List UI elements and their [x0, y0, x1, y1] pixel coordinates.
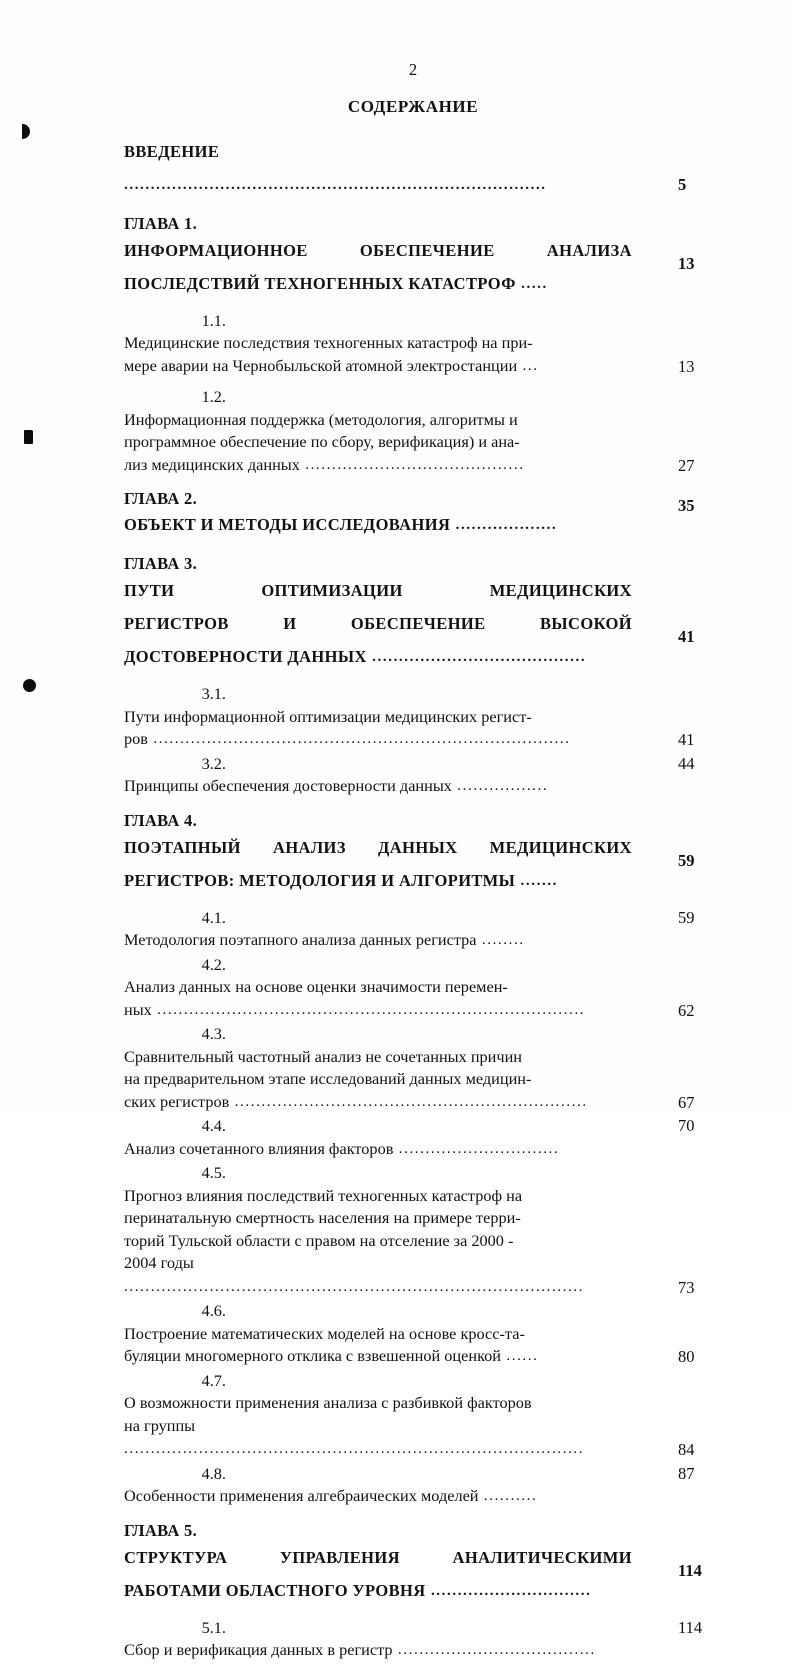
spacer [124, 302, 724, 309]
section-number: 4.6. [201, 1301, 226, 1320]
spacer [124, 1663, 724, 1670]
table-of-contents [124, 136, 724, 1670]
spacer [124, 675, 724, 682]
leader-dots: .............................. [393, 1140, 560, 1157]
section-title-line: на группы ...................................................................................... [124, 1415, 585, 1457]
chapter-page-number: 59 [678, 850, 695, 870]
leader-dots: .............................. [425, 1582, 592, 1599]
chapter-title-line: ИНФОРМАЦИОННОЕ ОБЕСПЕЧЕНИЕ АНАЛИЗА [124, 240, 632, 260]
section-page-number: 67 [678, 1092, 695, 1112]
scan-artifact-half-circle-icon [22, 124, 30, 139]
leader-dots: ...................................................................................... [124, 1441, 585, 1457]
chapter-title-line: ПУТИ ОПТИМИЗАЦИИ МЕДИЦИНСКИХ [124, 581, 632, 600]
leader-dots: ............................................................................... [124, 176, 547, 193]
toc-entry-chapter-3[interactable] [124, 554, 724, 675]
toc-entry-introduction[interactable] [124, 136, 724, 202]
section-page-number: 84 [678, 1440, 695, 1459]
section-title-line: Сравнительный частотный анализ не сочетанных причин [124, 1046, 522, 1066]
toc-entry-section-1.2[interactable] [124, 386, 724, 477]
section-title [124, 775, 632, 799]
section-page-number: 87 [678, 1463, 695, 1483]
chapter-title [124, 234, 632, 302]
leader-dots: ................. [451, 778, 549, 794]
toc-entry-chapter-1[interactable] [124, 214, 724, 302]
section-title [124, 706, 632, 752]
section-number: 4.8. [201, 1463, 226, 1483]
section-title-line: Прогноз влияния последствий техногенных катастроф на [124, 1185, 523, 1205]
section-title-line: Информационная поддержка (методология, алгоритмы и [124, 409, 518, 429]
section-number: 4.7. [201, 1370, 226, 1390]
toc-entry-section-4.7[interactable] [124, 1370, 724, 1462]
section-title [124, 1046, 632, 1115]
section-number: 4.1. [201, 907, 226, 927]
spacer [124, 378, 724, 385]
chapter-title [124, 574, 632, 675]
section-title-line: 2004 годы ...................................................................................... [124, 1253, 585, 1295]
section-title [124, 1138, 632, 1162]
section-page-number: 80 [678, 1347, 695, 1366]
chapter-label: ГЛАВА 4. [124, 810, 198, 830]
section-title [124, 1323, 632, 1369]
leader-dots: ....... [515, 872, 559, 889]
leader-dots: .......... [478, 1488, 538, 1504]
toc-entry-section-4.6[interactable] [124, 1300, 724, 1369]
toc-content [124, 62, 724, 1670]
leader-dots: ......................................... [299, 456, 525, 473]
section-title-line: мере аварии на Чернобыльской атомной электростанции ... [124, 355, 539, 375]
chapter-title [124, 831, 632, 899]
section-page-number: 73 [678, 1277, 695, 1297]
chapter-label: ГЛАВА 1. [124, 213, 198, 233]
leader-dots: ...... [501, 1348, 539, 1364]
leader-dots: ........................................ [366, 649, 587, 665]
section-number: 1.1. [201, 310, 226, 330]
chapter-label: ГЛАВА 3. [124, 554, 198, 573]
section-title-line: Анализ сочетанного влияния факторов .............................. [124, 1138, 560, 1158]
section-number: 4.3. [201, 1024, 226, 1043]
spacer [124, 1609, 724, 1616]
toc-entry-section-5.1[interactable] [124, 1617, 724, 1663]
section-title-line: Сбор и верификация данных в регистр ..................................... [124, 1640, 596, 1659]
leader-dots: ... [517, 357, 539, 374]
spacer [124, 477, 724, 484]
section-page-number: 44 [678, 753, 695, 773]
section-number: 4.4. [201, 1116, 226, 1135]
section-title-line: лиз медицинских данных ......................................... [124, 454, 525, 474]
leader-dots: ................................................................................ [151, 1001, 586, 1018]
toc-entry-section-1.1[interactable] [124, 310, 724, 379]
leader-dots: ..... [515, 275, 548, 292]
toc-entry-section-4.3[interactable] [124, 1023, 724, 1114]
section-page-number: 59 [678, 907, 695, 927]
chapter-title-line: РЕГИСТРОВ: МЕТОДОЛОГИЯ И АЛГОРИТМЫ ....... [124, 870, 559, 890]
spacer [124, 799, 724, 806]
section-number: 5.1. [201, 1617, 226, 1637]
section-title-line: Построение математических моделей на основе кросс-та- [124, 1323, 525, 1343]
chapter-title-line: ОБЪЕКТ И МЕТОДЫ ИССЛЕДОВАНИЯ ................... [124, 515, 558, 534]
leader-dots: .................................................................. [229, 1093, 588, 1110]
toc-entry-chapter-4[interactable] [124, 811, 724, 899]
toc-entry-page-number: 5 [678, 174, 687, 194]
toc-entry-section-3.1[interactable] [124, 683, 724, 752]
section-page-number: 13 [678, 356, 695, 376]
section-number: 4.5. [201, 1163, 226, 1182]
section-page-number: 41 [678, 730, 695, 749]
leader-dots: .............................................................................. [147, 731, 571, 747]
toc-entry-chapter-5[interactable] [124, 1521, 724, 1609]
section-page-number: 114 [678, 1617, 703, 1637]
chapter-page-number: 41 [678, 627, 695, 646]
spacer [124, 1509, 724, 1516]
spacer [124, 202, 724, 209]
section-title-line: программное обеспечение по сбору, верификация) и ана- [124, 432, 520, 451]
toc-entry-chapter-2[interactable] [124, 489, 724, 542]
section-title-line: Пути информационной оптимизации медицинских регист- [124, 706, 532, 726]
section-title-line: на предварительном этапе исследований данных медицин- [124, 1069, 532, 1088]
toc-entry-section-4.2[interactable] [124, 954, 724, 1023]
page-title: СОДЕРЖАНИЕ [347, 96, 479, 116]
toc-entry-section-4.5[interactable] [124, 1162, 724, 1299]
chapter-title [124, 1541, 632, 1609]
section-number: 3.1. [201, 684, 226, 703]
toc-entry-section-4.4[interactable] [124, 1115, 724, 1161]
section-title-line: О возможности применения анализа с разбивкой факторов [124, 1393, 532, 1412]
toc-entry-label: ВВЕДЕНИЕ [124, 141, 220, 161]
chapter-page-number: 35 [678, 496, 695, 515]
chapter-label: ГЛАВА 5. [124, 1520, 198, 1540]
section-number: 4.2. [201, 954, 226, 974]
chapter-title-line: ПОСЛЕДСТВИЙ ТЕХНОГЕННЫХ КАТАСТРОФ ..... [124, 273, 548, 293]
section-title-line: Медицинские последствия техногенных катастроф на при- [124, 333, 533, 352]
section-title [124, 929, 632, 953]
spacer [124, 542, 724, 549]
section-title-line: буляции многомерного отклика с взвешенной оценкой ...... [124, 1346, 539, 1365]
section-title [124, 1485, 632, 1509]
section-title-line: Особенности применения алгебраических моделей .......... [124, 1486, 538, 1505]
section-title-line: Принципы обеспечения достоверности данных ................. [124, 776, 549, 795]
section-page-number: 70 [678, 1116, 695, 1135]
leader-dots: ...................................................................................... [124, 1278, 585, 1295]
leader-dots: ..................................... [392, 1642, 596, 1658]
page-number-folio: 2 [408, 60, 418, 79]
section-title-line: торий Тульской области с правом на отселение за 2000 - [124, 1230, 514, 1250]
section-title-line: ских регистров .................................................................. [124, 1091, 588, 1111]
scan-artifact-dot-icon [23, 679, 36, 692]
section-page-number: 62 [678, 1000, 695, 1020]
toc-entry-section-3.2[interactable] [124, 753, 724, 799]
leader-dots: ................... [450, 517, 558, 533]
section-title-line: Методология поэтапного анализа данных регистра ........ [124, 930, 525, 949]
section-title [124, 976, 632, 1022]
chapter-title-line: РЕГИСТРОВ И ОБЕСПЕЧЕНИЕ ВЫСОКОЙ [124, 614, 632, 633]
section-title [124, 1639, 632, 1663]
chapter-page-number: 114 [678, 1560, 702, 1580]
section-title-line: Анализ данных на основе оценки значимости перемен- [124, 977, 508, 996]
section-title [124, 332, 632, 378]
section-title [124, 1185, 632, 1300]
leader-dots: ........ [476, 932, 525, 948]
section-number: 1.2. [201, 387, 226, 406]
chapter-title-line: РАБОТАМИ ОБЛАСТНОГО УРОВНЯ .............................. [124, 1580, 592, 1600]
section-title [124, 409, 632, 478]
spacer [124, 899, 724, 906]
chapter-title [124, 509, 632, 542]
chapter-title-line: СТРУКТУРА УПРАВЛЕНИЯ АНАЛИТИЧЕСКИМИ [124, 1547, 632, 1567]
scan-artifact-square-icon [24, 430, 33, 444]
section-page-number: 27 [678, 455, 695, 475]
toc-entry-section-4.8[interactable] [124, 1463, 724, 1509]
chapter-page-number: 13 [678, 253, 695, 273]
chapter-title-line: ПОЭТАПНЫЙ АНАЛИЗ ДАННЫХ МЕДИЦИНСКИХ [124, 837, 632, 857]
section-title-line: ров .............................................................................. [124, 729, 571, 748]
section-title [124, 1392, 632, 1462]
toc-entry-section-4.1[interactable] [124, 907, 724, 953]
section-title-line: ных ................................................................................ [124, 999, 586, 1019]
chapter-title-line: ДОСТОВЕРНОСТИ ДАННЫХ ........................................ [124, 647, 587, 666]
section-number: 3.2. [201, 753, 226, 773]
section-title-line: перинатальную смертность населения на примере терри- [124, 1208, 521, 1227]
chapter-label: ГЛАВА 2. [124, 489, 198, 508]
